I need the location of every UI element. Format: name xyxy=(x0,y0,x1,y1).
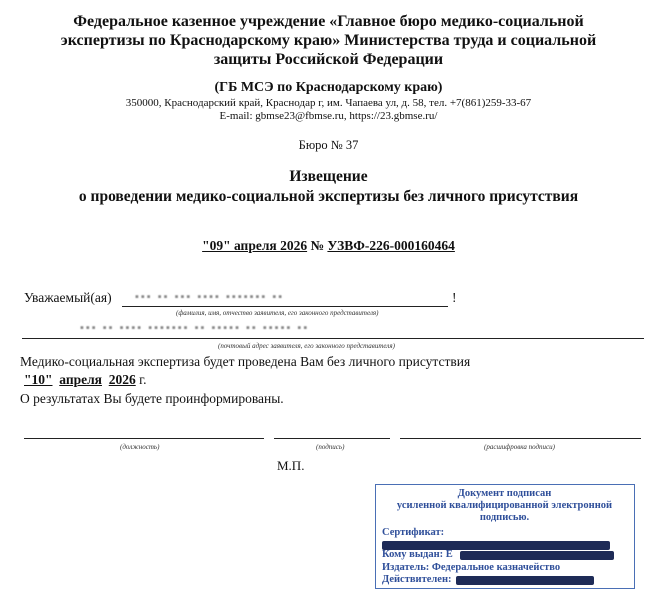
stamp-place: М.П. xyxy=(277,458,305,473)
recipient-name-line xyxy=(122,306,448,307)
exam-year-suffix: г. xyxy=(139,372,147,387)
electronic-signature-box xyxy=(375,484,635,589)
issued-to-redacted xyxy=(460,551,614,560)
notice-date-number xyxy=(0,238,657,254)
exam-year: 2026 xyxy=(108,372,136,387)
document-title xyxy=(0,167,657,207)
certificate-label: Сертификат: xyxy=(382,527,445,538)
exam-month: апреля xyxy=(59,372,102,387)
org-abbreviation: (ГБ МСЭ по Краснодарскому краю) xyxy=(214,80,443,95)
org-contacts xyxy=(0,97,657,123)
recipient-address-line xyxy=(22,338,644,339)
issued-to-label: Кому выдан: Е xyxy=(382,549,453,560)
signature-heading xyxy=(376,488,633,524)
exam-day: "10" xyxy=(24,372,53,387)
valid-redacted xyxy=(456,576,594,585)
body-line-1: Медико-социальная экспертиза будет проведена Вам без личного присутствия xyxy=(20,354,471,369)
org-line-3: защиты Российской Федерации xyxy=(213,51,444,68)
recipient-name-redacted: ▪▪▪ ▪▪ ▪▪▪ ▪▪▪▪ ▪▪▪▪▪▪▪ ▪▪ xyxy=(135,291,285,303)
recipient-name-caption: (фамилия, имя, отчество заявителя, его законного представителя) xyxy=(176,309,379,317)
org-address: 350000, Краснодарский край, Краснодар г, им. Чапаева ул, д. 58, тел. +7(861)259-33-67 xyxy=(125,97,532,109)
body-line-3: О результатах Вы будете проинформированы. xyxy=(20,391,284,406)
organization-name xyxy=(0,12,657,69)
signature-heading-2: усиленной квалифицированной электронной xyxy=(396,500,613,511)
examination-date xyxy=(24,372,147,388)
org-email-site: E-mail: gbmse23@fbmse.ru, https://23.gbmse.ru/ xyxy=(219,110,438,122)
org-line-1: Федеральное казенное учреждение «Главное бюро медико-социальной xyxy=(73,13,584,30)
number-sign: № xyxy=(310,238,325,253)
exclamation: ! xyxy=(452,290,457,305)
signature-line xyxy=(274,438,390,439)
greeting: Уважаемый(ая) xyxy=(24,290,112,305)
bureau-number: Бюро № 37 xyxy=(298,138,359,152)
title-line-2: о проведении медико-социальной экспертизы без личного присутствия xyxy=(78,188,579,205)
signature-heading-3: подписью. xyxy=(479,512,530,523)
issuer: Издатель: Федеральное казначейство xyxy=(382,562,561,573)
notice-date: "09" апреля 2026 xyxy=(202,238,308,253)
notice-number: УЗВФ-226-000160464 xyxy=(327,238,455,253)
recipient-address-redacted: ▪▪▪ ▪▪ ▪▪▪▪ ▪▪▪▪▪▪▪ ▪▪ ▪▪▪▪▪ ▪▪ ▪▪▪▪▪ ▪▪ xyxy=(80,322,310,334)
org-line-2: экспертизы по Краснодарскому краю» Министерства труда и социальной xyxy=(60,32,597,49)
title-line-1: Извещение xyxy=(289,168,368,185)
decoding-line xyxy=(400,438,641,439)
valid-label: Действителен: xyxy=(382,574,452,585)
position-line xyxy=(24,438,264,439)
decoding-caption: (расшифровка подписи) xyxy=(484,443,555,451)
signature-caption: (подпись) xyxy=(316,443,345,451)
signature-heading-1: Документ подписан xyxy=(457,488,552,499)
recipient-address-caption: (почтовый адрес заявителя, его законного представителя) xyxy=(218,342,395,350)
position-caption: (должность) xyxy=(120,443,160,451)
